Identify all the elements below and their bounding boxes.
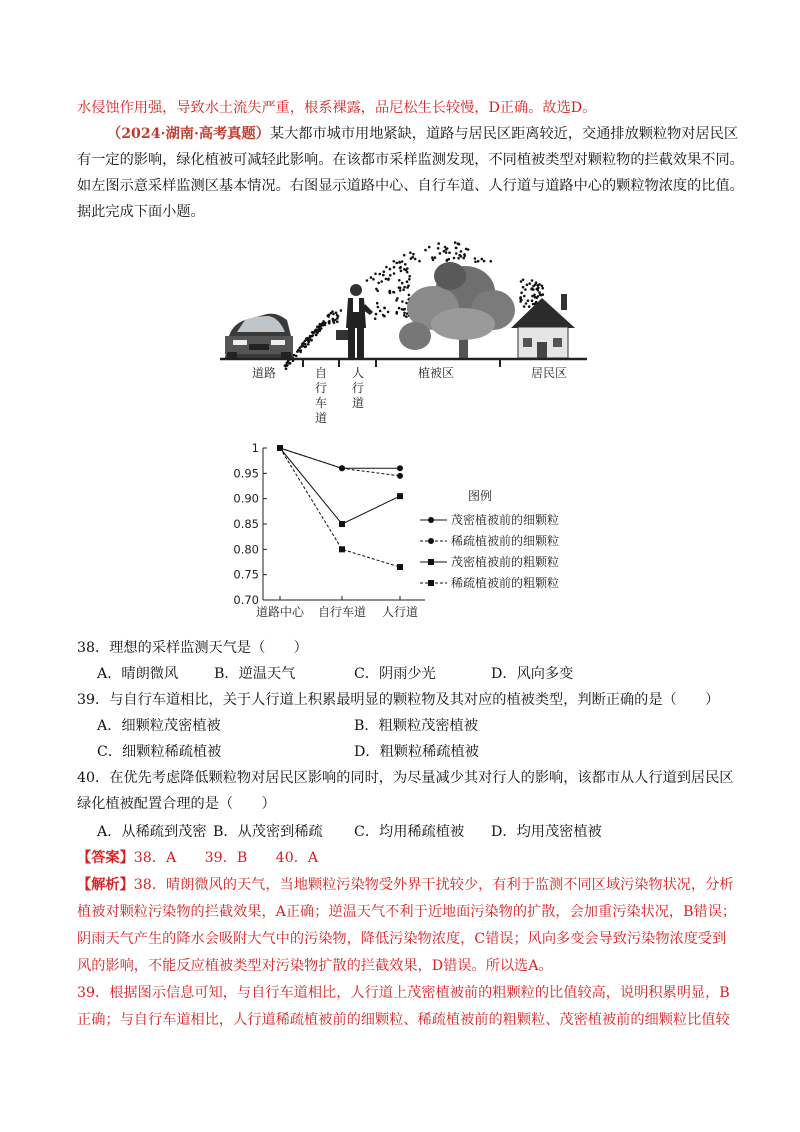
particle-dot [385,278,388,281]
particle-dot [530,288,533,291]
series-3 [277,445,403,527]
particle-dot [522,286,525,289]
particle-dot [332,313,335,316]
particle-dot [302,342,305,345]
particle-dot [437,247,440,250]
particle-dot [410,257,413,260]
particle-dot [376,290,379,293]
particle-dot [445,251,448,254]
particle-dot [437,242,440,245]
legend [420,488,559,590]
particle-dot [382,274,385,277]
x-tick-label: 道路中心 [255,605,305,619]
y-tick-label: 0.85 [233,517,259,531]
analysis-tag: 【解析】 [77,877,134,893]
particle-dot [527,299,530,302]
data-point [428,559,434,565]
particle-dot [376,302,379,305]
y-tick-label: 0.90 [233,491,259,506]
particle-dot [534,283,537,286]
intro-line-2-text: 某大都市城市用地紧缺，道路与居民区距离较近，交通排放颗粒物对居民区 [269,126,739,142]
particle-dot [395,299,398,302]
particle-dot [374,273,377,276]
particle-dot [408,275,411,278]
particle-dot [393,272,396,275]
series-line [280,448,400,468]
q40-option-d: D．均用茂密植被 [491,824,602,840]
particle-dot [477,260,480,263]
legend-label: 稀疏植被前的细颗粒 [451,534,560,548]
q38-option-d: D．风向多变 [491,666,574,682]
particle-dot [408,294,411,297]
particle-dot [401,260,404,263]
q40-stem-2: 绿化植被配置合理的是（ ） [77,796,276,812]
particle-dot [398,261,401,264]
q40-option-c: C．均用稀疏植被 [354,824,465,840]
particle-dot [403,312,406,315]
particle-dot [335,311,338,314]
particle-dot [387,311,390,314]
y-tick-label: 0.70 [233,593,259,607]
particle-dot [297,349,300,352]
particle-dot [318,329,321,332]
particle-dot [408,278,411,281]
particle-dot [285,367,288,370]
particle-dot [372,278,375,281]
particle-dot [532,303,535,306]
label-sidewalk-char: 行 [351,381,365,395]
particle-dot [309,336,312,339]
particle-dot [537,284,540,287]
analysis-line-5: 39．根据图示信息可知，与自行车道相比，人行道上茂密植被前的粗颗粒的比值较高，说明积累明显，B [77,985,730,1001]
label-sidewalk-char: 人 [351,366,365,380]
particle-dot [383,270,386,273]
x-tick-label: 人行道 [381,605,419,619]
monitoring-area-diagram [215,232,595,432]
particle-dot [380,280,383,283]
series-4 [277,445,403,570]
particle-dot [405,315,408,318]
label-sidewalk-char: 道 [351,396,365,410]
particle-dot [389,292,392,295]
person-icon [336,284,373,358]
q40-option-b: B．从茂密到稀疏 [213,824,323,840]
particle-dot [299,346,302,349]
particle-dot [528,282,531,285]
particle-dot [474,257,477,260]
particle-dot [286,364,289,367]
particle-dot [304,340,307,343]
particle-dot [315,334,318,337]
car-icon [225,314,293,360]
particle-dot [455,247,458,250]
data-point [339,465,345,471]
intro-line-5: 据此完成下面小题。 [77,204,205,220]
intro-line-1: 水侵蚀作用强，导致水土流失严重，根系裸露，品尼松生长较慢，D正确。故选D。 [77,100,597,116]
particle-dot [523,295,526,298]
particle-dot [289,362,292,365]
particle-dot [400,270,403,273]
particle-dot [395,312,398,315]
particle-dot [383,307,386,310]
particle-dot [444,246,447,249]
q38-option-b: B．逆温天气 [214,666,296,682]
q40-stem-1: 40．在优先考虑降低颗粒物对居民区影响的同时，为尽量减少其对行人的影响，该都市从人行道到居民区 [77,770,734,786]
particle-dot [404,263,407,266]
particle-dot [526,284,529,287]
particle-dot [443,250,446,253]
legend-label: 茂密植被前的细颗粒 [451,513,560,527]
data-point [277,445,283,451]
particle-dot [401,308,404,311]
particle-dot [418,260,421,263]
q38-stem: 38．理想的采样监测天气是（ ） [77,640,308,656]
label-bike-lane-char: 道 [314,411,328,425]
particle-dot [535,296,538,299]
q40-option-a: A．从稀疏到茂密 [97,824,207,840]
particle-dot [312,331,315,334]
label-residential: 居民区 [531,366,568,380]
particle-dot [403,286,406,289]
q38-option-a: A．晴朗微风 [97,666,179,682]
particle-dot [447,258,450,261]
particle-dot [439,252,442,255]
particle-dot [541,287,544,290]
data-point [339,521,345,527]
particle-dot [302,345,305,348]
particle-dot [318,325,321,328]
data-point [428,580,434,586]
particle-dot [324,322,327,325]
particle-dot [525,302,528,305]
legend-label: 稀疏植被前的粗颗粒 [451,576,560,590]
label-road: 道路 [252,366,277,380]
particle-dot [398,286,401,289]
particle-dot [406,271,409,274]
q39-option-b: B．粗颗粒茂密植被 [354,718,478,734]
particle-dot [304,346,307,349]
particle-dot [406,280,409,283]
particle-dot [385,266,388,269]
analysis-line-2: 植被对颗粒污染物的拦截效果，A正确；逆温天气不利于近地面污染物的扩散，会加重污染状况，B错误； [77,904,737,920]
particle-dot [402,288,405,291]
particle-dot [445,248,448,251]
particle-dot [541,285,544,288]
particle-dot [483,260,486,263]
particle-dot [331,310,334,313]
house-icon [511,294,575,358]
particle-dot [321,324,324,327]
particle-dot [457,242,460,245]
q39-stem: 39．与自行车道相比，关于人行道上积累最明显的颗粒物及其对应的植被类型，判断正确的是（ ） [77,692,720,708]
particle-ratio-chart [225,440,585,630]
label-vegetation: 植被区 [418,366,455,380]
particle-dot [409,251,412,254]
data-point [428,538,434,544]
particle-dot [463,253,466,256]
particle-dot [389,268,392,271]
q39-option-c: C．细颗粒稀疏植被 [97,744,222,760]
particle-dot [424,249,427,252]
series-line [280,448,400,476]
y-tick-label: 0.80 [233,542,259,557]
particle-dot [520,280,523,283]
particle-dot [454,241,457,244]
particle-dot [393,266,396,269]
particle-dot [393,260,396,263]
particle-dot [453,257,456,260]
data-point [397,564,403,570]
particle-dot [538,291,541,294]
particle-dot [448,251,451,254]
particle-dot [528,305,531,308]
y-tick-label: 0.75 [233,567,259,582]
particle-dot [455,252,458,255]
x-tick-label: 自行车道 [317,605,367,619]
particle-dot [315,329,318,332]
particle-dot [307,341,310,344]
legend-title: 图例 [467,489,493,503]
particle-dot [401,300,404,303]
particle-dot [522,279,525,282]
particle-dot [399,267,402,270]
source-tag: （2024·湖南·高考真题） [107,126,270,142]
particle-dot [531,279,534,282]
particle-dot [327,315,330,318]
analysis-line-1 [77,875,734,895]
particle-dot [434,256,437,259]
particle-dot [310,339,313,342]
intro-line-3: 有一定的影响，绿化植被可减轻此影响。在该都市采样监测发现，不同植被类型对颗粒物的拦截效果不同。 [77,152,744,168]
particle-dot [481,258,484,261]
particle-dot [431,256,434,259]
particle-dot [370,276,373,279]
intro-line-2 [107,124,738,144]
data-point [428,517,434,523]
particle-dot [403,254,406,257]
particle-dot [299,351,302,354]
particle-dot [336,321,339,324]
tree-icon [399,262,515,358]
particle-dot [387,278,390,281]
particle-dot [465,248,468,251]
particle-dot [414,258,417,261]
y-tick-label: 1 [251,441,259,455]
series-line [280,448,400,524]
answer-tag: 【答案】 [77,850,134,866]
particle-dot [428,246,431,249]
particle-dot [396,262,399,265]
particle-dot [462,257,465,260]
particle-dot [403,268,406,271]
particle-dot [405,302,408,305]
data-point [397,465,403,471]
particle-dot [332,320,335,323]
label-bike-lane [315,366,327,425]
q39-option-d: D．粗颗粒稀疏植被 [354,744,479,760]
particle-dot [307,343,310,346]
particle-dot [366,279,369,282]
particle-dot [401,282,404,285]
label-bike-lane-char: 行 [314,381,328,395]
particle-dot [377,306,380,309]
particle-dot [375,313,378,316]
data-point [397,473,403,479]
particle-dot [407,285,410,288]
answer-text: 38．A 39．B 40．A [133,850,319,866]
particle-dot [398,279,401,282]
particle-dot [523,305,526,308]
particle-dot [531,299,534,302]
analysis-text-1: 38．晴朗微风的天气，当地颗粒污染物受外界干扰较少，有利于监测不同区域污染物状况，分析 [133,877,734,893]
particle-dot [460,250,463,253]
particle-dot [399,289,402,292]
legend-label: 茂密植被前的粗颗粒 [451,555,560,569]
analysis-line-3: 阴雨天气产生的降水会吸附大气中的污染物，降低污染物浓度，C错误；风向多变会导致污染物浓度受到 [77,931,727,947]
particle-dot [520,291,523,294]
particle-dot [398,307,401,310]
particle-dot [340,309,343,312]
analysis-line-6: 正确；与自行车道相比，人行道稀疏植被前的细颗粒、稀疏植被前的粗颗粒、茂密植被前的细颗粒比值较 [77,1012,730,1028]
particle-dot [490,260,493,263]
answer-line [77,848,318,868]
particle-dot [295,355,298,358]
intro-line-4: 如左图示意采样监测区基本情况。右图显示道路中心、自行车道、人行道与道路中心的颗粒物浓度的比值。 [77,178,744,194]
particle-dot [392,291,395,294]
particle-dot [389,274,392,277]
particle-dot [337,315,340,318]
label-sidewalk [352,366,364,410]
particle-dot [524,288,527,291]
label-bike-lane-char: 车 [314,396,328,410]
particle-dot [460,255,463,258]
particle-dot [412,253,415,256]
particle-dot [540,294,543,297]
q38-option-c: C．阴雨少光 [354,666,436,682]
particle-dot [287,360,290,363]
particle-dot [403,314,406,317]
particle-dot [531,295,534,298]
particle-dot [520,299,523,302]
q39-option-a: A．细颗粒茂密植被 [97,718,221,734]
particle-dot [328,321,331,324]
particle-dot [403,308,406,311]
particle-dot [377,282,380,285]
label-bike-lane-char: 自 [314,366,328,380]
particle-dot [457,257,460,260]
data-point [397,493,403,499]
particle-dot [474,261,477,264]
particle-dot [536,288,539,291]
particle-dot [374,317,377,320]
analysis-line-4: 风的影响，不能反应植被类型对污染物扩散的拦截效果，D错误。所以选A。 [77,958,553,974]
particle-dot [379,273,382,276]
particle-dot [382,314,385,317]
particle-dot [379,310,382,313]
data-point [339,546,345,552]
y-tick-label: 0.95 [233,466,259,481]
